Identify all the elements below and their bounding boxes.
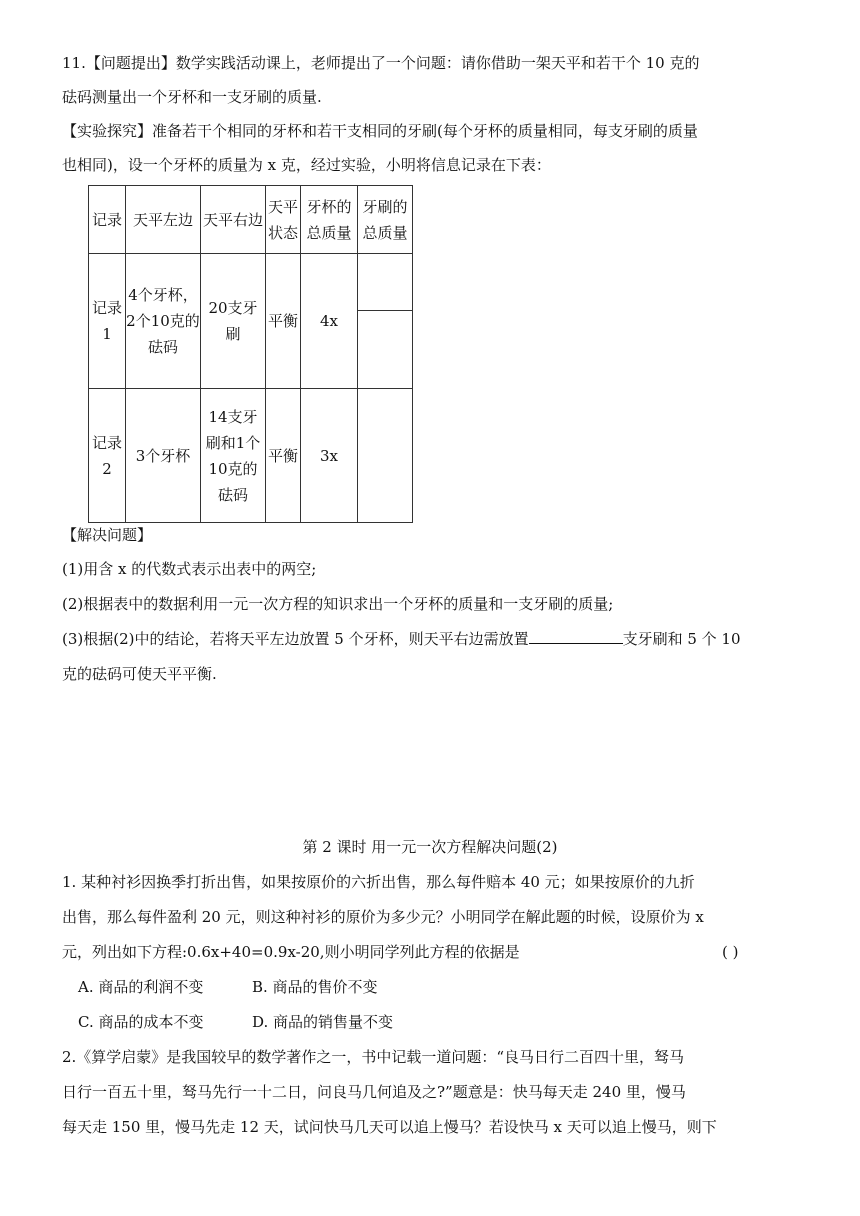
- option-c: C. 商品的成本不变: [78, 1013, 204, 1031]
- table-cell: [358, 389, 413, 523]
- q2-text-line: 2.《算学启蒙》是我国较早的数学著作之一，书中记载一道问题：“良马日行二百四十里，驽马: [62, 1048, 684, 1066]
- table-cell: 平衡: [266, 254, 301, 389]
- q1-text-line: 1. 某种衬衫因换季打折出售，如果按原价的六折出售，那么每件赔本 40 元；如果按原价的九折: [62, 873, 695, 891]
- table-header-cell: 牙杯的总质量: [301, 186, 358, 254]
- experiment-table: [88, 185, 413, 523]
- sub-question-3-text: 支牙刷和 5 个 10: [622, 630, 741, 648]
- table-cell: 4个牙杯，2个10克的砝码: [126, 254, 201, 389]
- table-header-row: [89, 186, 413, 254]
- table-cell: 3个牙杯: [126, 389, 201, 523]
- table-cell: 记录2: [89, 389, 126, 523]
- option-a: A. 商品的利润不变: [78, 978, 204, 996]
- table-header-cell: 记录: [89, 186, 126, 254]
- section-title: 第 2 课时 用一元一次方程解决问题(2): [302, 838, 558, 856]
- table-header-cell: 牙刷的总质量: [358, 186, 413, 254]
- option-d: D. 商品的销售量不变: [252, 1013, 394, 1031]
- q2-text-line: 每天走 150 里，慢马先走 12 天，试问快马几天可以追上慢马？若设快马 x 天可以追上慢马，则下: [62, 1118, 717, 1136]
- answer-blank[interactable]: [529, 625, 623, 644]
- table-header-cell: 天平左边: [126, 186, 201, 254]
- q1-text: 元，列出如下方程:0.6x+40=0.9x-20,则小明同学列此方程的依据是: [62, 943, 520, 961]
- table-header-cell: 天平状态: [266, 186, 301, 254]
- table-cell: 平衡: [266, 389, 301, 523]
- table-cell: 20支牙刷: [201, 254, 266, 389]
- solve-heading: 【解决问题】: [62, 526, 153, 544]
- table-row: [89, 389, 413, 523]
- q11-text-line: 也相同)，设一个牙杯的质量为 x 克，经过实验，小明将信息记录在下表：: [62, 156, 551, 174]
- sub-question-3: [62, 624, 802, 654]
- q1-text-line: [62, 937, 802, 967]
- sub-question-3-text: (3)根据(2)中的结论，若将天平左边放置 5 个牙杯，则天平右边需放置: [62, 630, 529, 648]
- q11-text-line: 砝码测量出一个牙杯和一支牙刷的质量.: [62, 88, 322, 106]
- table-cell-empty: [358, 311, 413, 389]
- table-cell: [358, 254, 413, 311]
- table-cell: 记录1: [89, 254, 126, 389]
- table-cell: 3x: [301, 389, 358, 523]
- answer-parentheses[interactable]: ( ): [722, 943, 739, 961]
- table-cell: 14支牙刷和1个10克的砝码: [201, 389, 266, 523]
- option-b: B. 商品的售价不变: [252, 978, 378, 996]
- q1-text-line: 出售，那么每件盈利 20 元，则这种衬衫的原价为多少元？小明同学在解此题的时候，设原价为 x: [62, 908, 704, 926]
- sub-question-3-cont: 克的砝码可使天平平衡.: [62, 665, 217, 683]
- table-row: [89, 254, 413, 311]
- sub-question-2: (2)根据表中的数据利用一元一次方程的知识求出一个牙杯的质量和一支牙刷的质量;: [62, 595, 614, 613]
- q2-text-line: 日行一百五十里，驽马先行一十二日，问良马几何追及之?”题意是：快马每天走 240 里，慢马: [62, 1083, 686, 1101]
- table-cell: 4x: [301, 254, 358, 389]
- q11-text-line: 【实验探究】准备若干个相同的牙杯和若干支相同的牙刷(每个牙杯的质量相同，每支牙刷的质量: [62, 122, 698, 140]
- q11-text-line: 11.【问题提出】数学实践活动课上，老师提出了一个问题：请你借助一架天平和若干个 10 克的: [62, 54, 700, 72]
- table-header-cell: 天平右边: [201, 186, 266, 254]
- sub-question-1: (1)用含 x 的代数式表示出表中的两空;: [62, 560, 317, 578]
